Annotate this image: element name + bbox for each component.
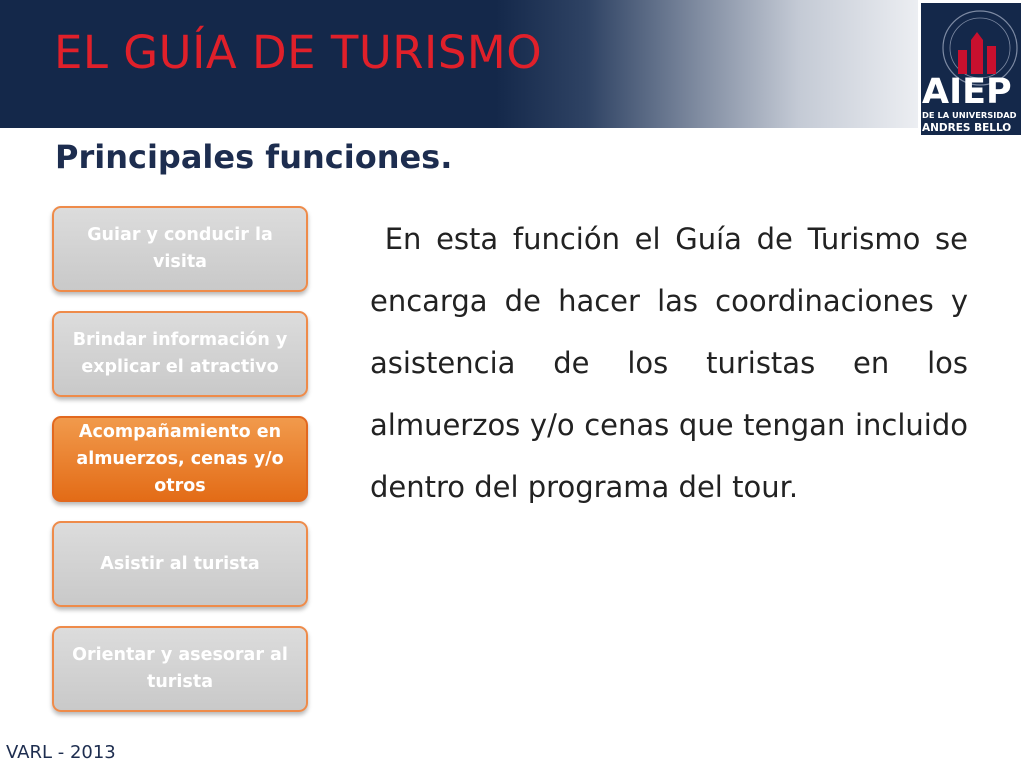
menu-item-label: Orientar y asesorar al turista xyxy=(72,645,288,692)
menu-item-asistir[interactable] xyxy=(52,521,308,607)
footer-credit: VARL - 2013 xyxy=(6,742,116,763)
aiep-logo xyxy=(918,0,1024,140)
logo-line1: DE LA UNIVERSIDAD xyxy=(922,110,1017,120)
menu-item-label: Acompañamiento en almuerzos, cenas y/o otros xyxy=(76,421,284,496)
menu-item-label: Asistir al turista xyxy=(100,553,260,574)
menu-item-acompanamiento[interactable] xyxy=(52,416,308,502)
slide-title: EL GUÍA DE TURISMO xyxy=(54,26,543,79)
function-description: En esta función el Guía de Turismo se encarga de hacer las coordinaciones y asistencia de los turistas en los almuerzos y/o cenas que tengan incluido dentro del programa del tour. xyxy=(370,222,968,504)
logo-name: AIEP xyxy=(922,72,1012,112)
header-banner xyxy=(0,0,918,128)
menu-item-label: Guiar y conducir la visita xyxy=(87,225,273,272)
menu-item-orientar[interactable] xyxy=(52,626,308,712)
menu-item-guiar[interactable] xyxy=(52,206,308,292)
section-subtitle: Principales funciones. xyxy=(55,138,453,176)
menu-item-label: Brindar información y explicar el atractivo xyxy=(72,330,288,377)
menu-item-brindar-informacion[interactable] xyxy=(52,311,308,397)
logo-line2: ANDRES BELLO xyxy=(922,122,1012,134)
